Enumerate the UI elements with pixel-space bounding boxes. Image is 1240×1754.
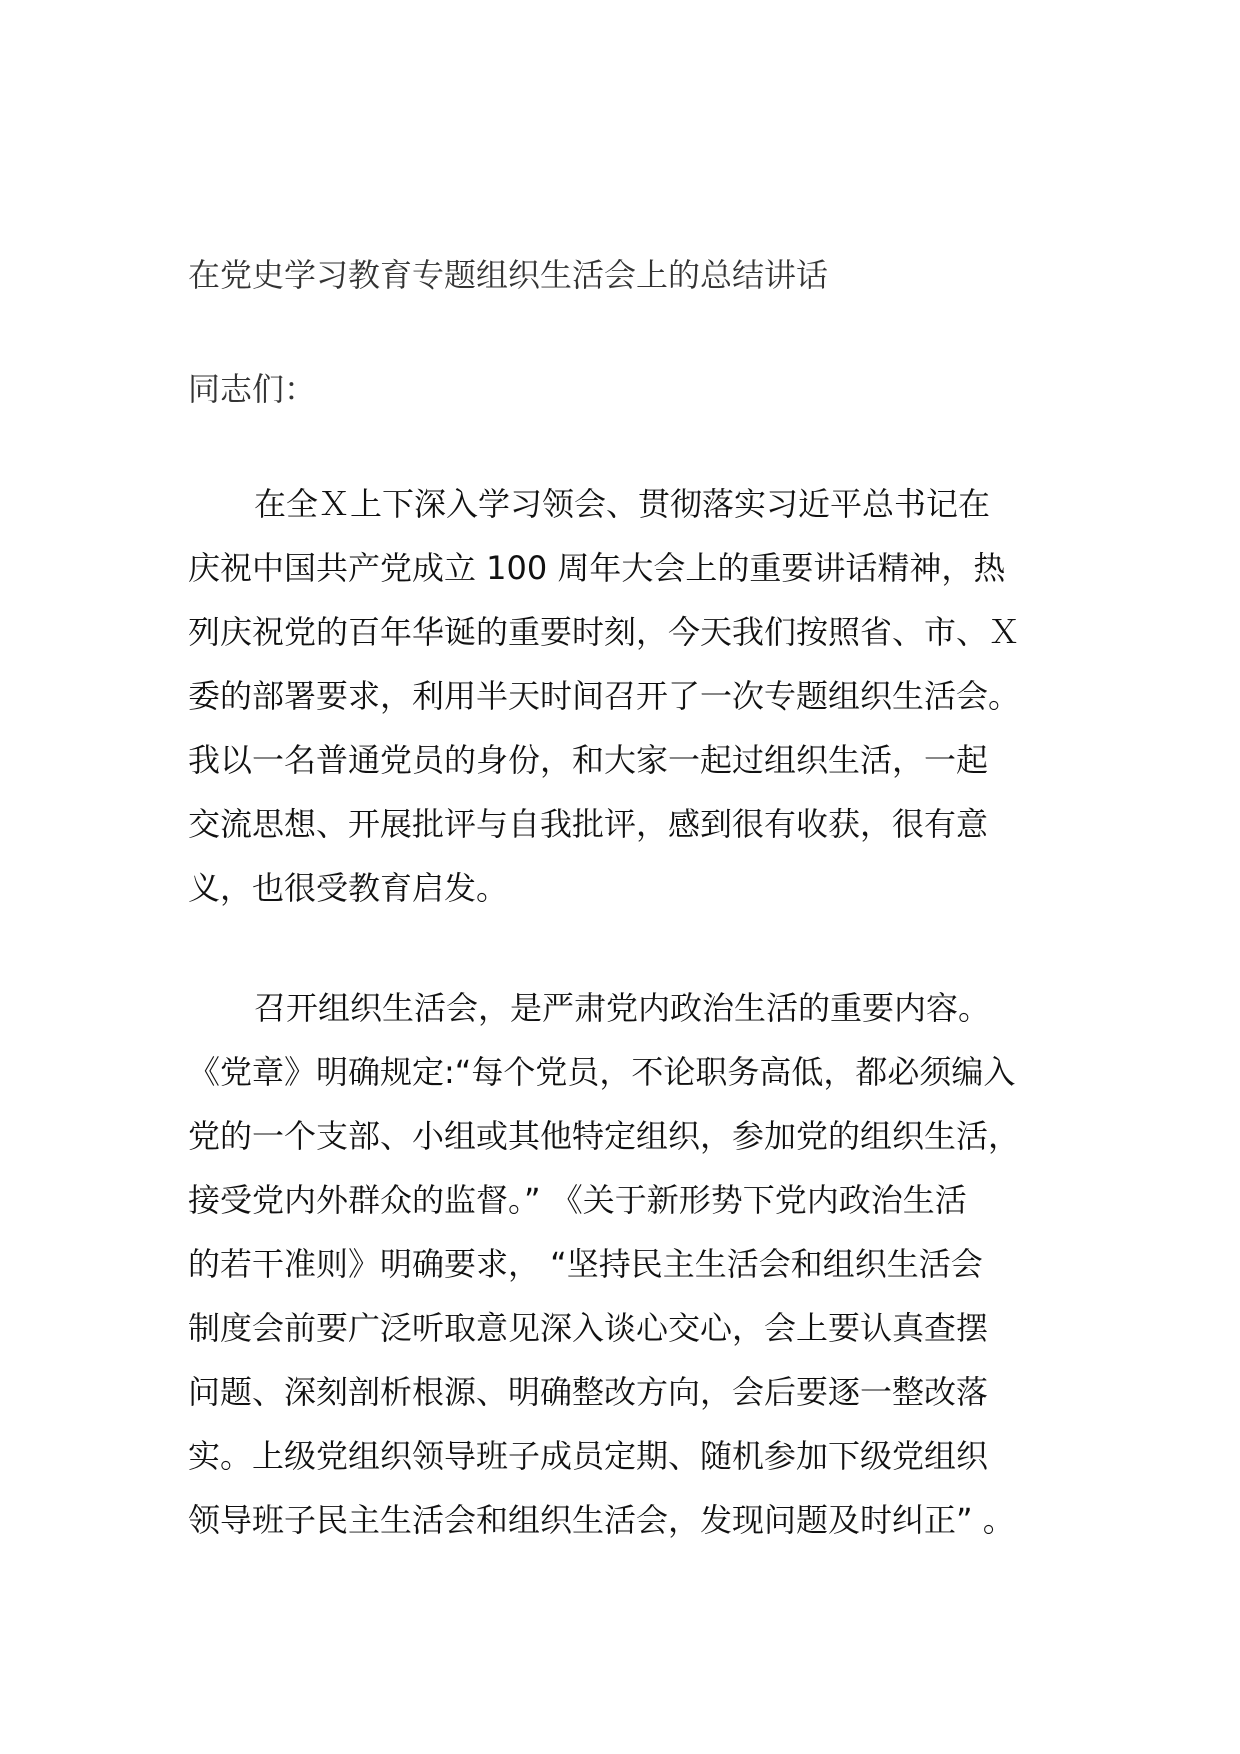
- paragraph-line: 交流思想、开展批评与自我批评，感到很有收获，很有意: [188, 805, 989, 843]
- paragraph-line: 实。上级党组织领导班子成员定期、随机参加下级党组织: [188, 1437, 989, 1475]
- paragraph-1: [188, 472, 1058, 920]
- paragraph-2: [188, 976, 1058, 1552]
- paragraph-line: 问题、深刻剖析根源、明确整改方向，会后要逐一整改落: [188, 1373, 989, 1411]
- document-title: 在党史学习教育专题组织生活会上的总结讲话: [188, 256, 829, 294]
- salutation: 同志们：: [188, 370, 317, 408]
- paragraph-line: 《党章》明确规定:“每个党员，不论职务高低，都必须编入: [188, 1053, 1016, 1091]
- document-body: [188, 248, 1058, 1552]
- paragraph-line: 的若干准则》明确要求， “坚持民主生活会和组织生活会: [188, 1245, 983, 1283]
- paragraph-line: 召开组织生活会，是严肃党内政治生活的重要内容。: [254, 989, 991, 1027]
- paragraph-line: 党的一个支部、小组或其他特定组织，参加党的组织生活，: [188, 1117, 1021, 1155]
- paragraph-line: 接受党内外群众的监督。” 《关于新形势下党内政治生活: [188, 1181, 967, 1219]
- paragraph-line: 在全Ｘ上下深入学习领会、贯彻落实习近平总书记在: [254, 485, 991, 523]
- paragraph-line: 列庆祝党的百年华诞的重要时刻，今天我们按照省、市、Ｘ: [188, 613, 1021, 651]
- paragraph-line: 庆祝中国共产党成立 100 周年大会上的重要讲话精神，热: [188, 549, 1006, 587]
- paragraph-line: 领导班子民主生活会和组织生活会，发现问题及时纠正” 。: [188, 1501, 1015, 1539]
- paragraph-line: 委的部署要求，利用半天时间召开了一次专题组织生活会。: [188, 677, 1021, 715]
- paragraph-line: 义，也很受教育启发。: [188, 869, 509, 907]
- paragraph-line: 我以一名普通党员的身份，和大家一起过组织生活，一起: [188, 741, 989, 779]
- paragraph-line: 制度会前要广泛听取意见深入谈心交心，会上要认真查摆: [188, 1309, 989, 1347]
